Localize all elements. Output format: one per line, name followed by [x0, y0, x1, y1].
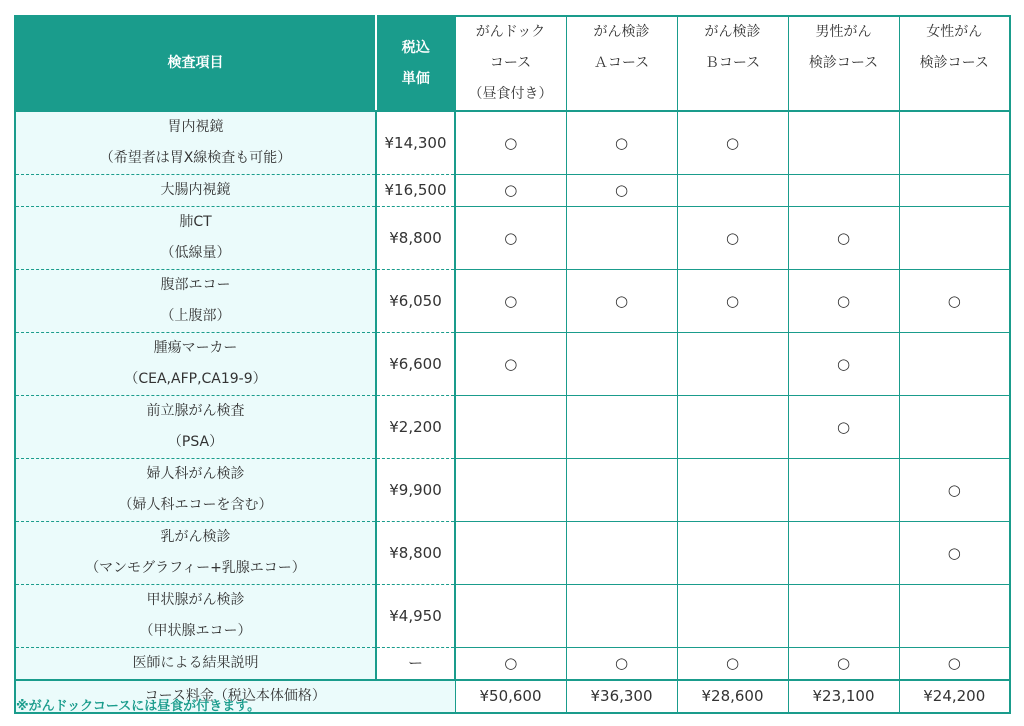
inclusion-mark — [455, 585, 566, 648]
exam-name-line: 腫瘍マーカー — [153, 340, 238, 356]
inclusion-mark: ○ — [455, 648, 566, 681]
inclusion-mark — [899, 396, 1010, 459]
header-course-line: がん検診 — [593, 24, 650, 40]
exam-name-line: 甲状腺がん検診 — [146, 592, 245, 608]
exam-name — [15, 585, 376, 648]
exam-price: ¥6,600 — [376, 333, 455, 396]
inclusion-mark — [788, 585, 899, 648]
table-row — [15, 585, 1010, 648]
inclusion-mark — [899, 585, 1010, 648]
inclusion-mark — [788, 459, 899, 522]
header-course-dock — [455, 16, 566, 111]
inclusion-mark: ○ — [455, 333, 566, 396]
exam-name-line: 前立腺がん検査 — [146, 403, 245, 419]
exam-name-line: （婦人科エコーを含む） — [118, 497, 273, 513]
inclusion-mark — [899, 333, 1010, 396]
inclusion-mark — [788, 175, 899, 207]
exam-name-line: （甲状腺エコー） — [139, 623, 252, 639]
inclusion-mark — [677, 522, 788, 585]
header-price-line: 税込 — [401, 39, 430, 56]
header-course-line: 男性がん — [815, 24, 872, 40]
inclusion-mark: ○ — [455, 270, 566, 333]
exam-name-line: 腹部エコー — [160, 277, 231, 293]
inclusion-mark: ○ — [788, 396, 899, 459]
header-course-line: Ｂコース — [704, 55, 761, 71]
exam-name-line: （マンモグラフィー+乳腺エコー） — [85, 560, 306, 576]
inclusion-mark — [455, 459, 566, 522]
header-course-line: 検診コース — [808, 55, 879, 71]
inclusion-mark — [899, 207, 1010, 270]
inclusion-mark — [566, 522, 677, 585]
header-price-line: 単価 — [401, 70, 430, 87]
inclusion-mark — [566, 459, 677, 522]
inclusion-mark: ○ — [455, 207, 566, 270]
table-row — [15, 207, 1010, 270]
inclusion-mark: ○ — [566, 270, 677, 333]
exam-name — [15, 333, 376, 396]
exam-name-line: 胃内視鏡 — [167, 119, 224, 135]
exam-name-line: 医師による結果説明 — [132, 655, 259, 671]
inclusion-mark — [455, 396, 566, 459]
inclusion-mark — [566, 585, 677, 648]
exam-price: ¥8,800 — [376, 207, 455, 270]
inclusion-mark — [788, 111, 899, 175]
total-price: ¥50,600 — [455, 680, 566, 713]
inclusion-mark: ○ — [899, 648, 1010, 681]
exam-name-line: （上腹部） — [160, 308, 231, 324]
exam-name — [15, 111, 376, 175]
table-row — [15, 111, 1010, 175]
exam-price: ¥9,900 — [376, 459, 455, 522]
header-course-line: Ａコース — [593, 55, 650, 71]
inclusion-mark: ○ — [788, 207, 899, 270]
exam-name — [15, 396, 376, 459]
header-course-b — [677, 16, 788, 111]
inclusion-mark: ○ — [788, 648, 899, 681]
table-row — [15, 648, 1010, 681]
exam-name-line: 婦人科がん検診 — [146, 466, 245, 482]
table-row — [15, 270, 1010, 333]
exam-name-line: （CEA,AFP,CA19-9） — [124, 371, 267, 387]
inclusion-mark — [677, 396, 788, 459]
total-price: ¥28,600 — [677, 680, 788, 713]
inclusion-mark: ○ — [677, 270, 788, 333]
footnote: ※がんドックコースには昼食が付きます。 — [16, 699, 261, 714]
header-course-line: 検診コース — [919, 55, 989, 71]
inclusion-mark — [566, 207, 677, 270]
table-row — [15, 459, 1010, 522]
header-course-line: コース — [489, 55, 532, 71]
inclusion-mark — [677, 459, 788, 522]
header-course-a — [566, 16, 677, 111]
header-item: 検査項目 — [15, 16, 376, 111]
header-course-line: がんドック — [475, 24, 546, 40]
header-row — [15, 16, 1010, 111]
table-row — [15, 522, 1010, 585]
inclusion-mark — [566, 396, 677, 459]
inclusion-mark — [566, 333, 677, 396]
inclusion-mark: ○ — [899, 522, 1010, 585]
header-course-female — [899, 16, 1010, 111]
header-course-line: がん検診 — [704, 24, 761, 40]
table-row — [15, 333, 1010, 396]
inclusion-mark: ○ — [899, 270, 1010, 333]
total-price: ¥23,100 — [788, 680, 899, 713]
inclusion-mark — [455, 522, 566, 585]
inclusion-mark — [899, 111, 1010, 175]
total-price: ¥24,200 — [899, 680, 1010, 713]
header-course-line: （昼食付き） — [468, 86, 553, 102]
exam-price: ¥6,050 — [376, 270, 455, 333]
course-comparison-table — [14, 15, 1011, 714]
inclusion-mark — [677, 175, 788, 207]
exam-name-line: 肺CT — [179, 214, 212, 230]
total-price: ¥36,300 — [566, 680, 677, 713]
exam-name-line: （希望者は胃X線検査も可能） — [99, 150, 292, 166]
exam-name — [15, 207, 376, 270]
exam-name — [15, 459, 376, 522]
inclusion-mark: ○ — [899, 459, 1010, 522]
inclusion-mark — [677, 333, 788, 396]
inclusion-mark: ○ — [788, 270, 899, 333]
inclusion-mark: ○ — [566, 648, 677, 681]
header-price — [376, 16, 455, 111]
inclusion-mark — [899, 175, 1010, 207]
exam-name — [15, 522, 376, 585]
exam-price: ¥4,950 — [376, 585, 455, 648]
table-row — [15, 396, 1010, 459]
exam-price: ¥8,800 — [376, 522, 455, 585]
exam-name — [15, 648, 376, 681]
inclusion-mark: ○ — [566, 111, 677, 175]
inclusion-mark — [677, 585, 788, 648]
exam-price: ¥2,200 — [376, 396, 455, 459]
exam-name — [15, 175, 376, 207]
exam-name-line: 大腸内視鏡 — [160, 182, 231, 198]
exam-name-line: 乳がん検診 — [160, 529, 231, 545]
inclusion-mark: ○ — [677, 648, 788, 681]
exam-price: ¥14,300 — [376, 111, 455, 175]
inclusion-mark: ○ — [455, 111, 566, 175]
inclusion-mark: ○ — [677, 207, 788, 270]
exam-price: ー — [376, 648, 455, 681]
total-label: コース料金（税込本体価格） — [15, 680, 455, 713]
header-course-male — [788, 16, 899, 111]
header-course-line: 女性がん — [926, 24, 983, 40]
inclusion-mark: ○ — [788, 333, 899, 396]
inclusion-mark — [788, 522, 899, 585]
exam-price: ¥16,500 — [376, 175, 455, 207]
exam-name-line: （低線量） — [160, 245, 231, 261]
exam-name-line: （PSA） — [167, 434, 224, 450]
inclusion-mark: ○ — [677, 111, 788, 175]
table-row — [15, 175, 1010, 207]
inclusion-mark: ○ — [566, 175, 677, 207]
inclusion-mark: ○ — [455, 175, 566, 207]
exam-name — [15, 270, 376, 333]
